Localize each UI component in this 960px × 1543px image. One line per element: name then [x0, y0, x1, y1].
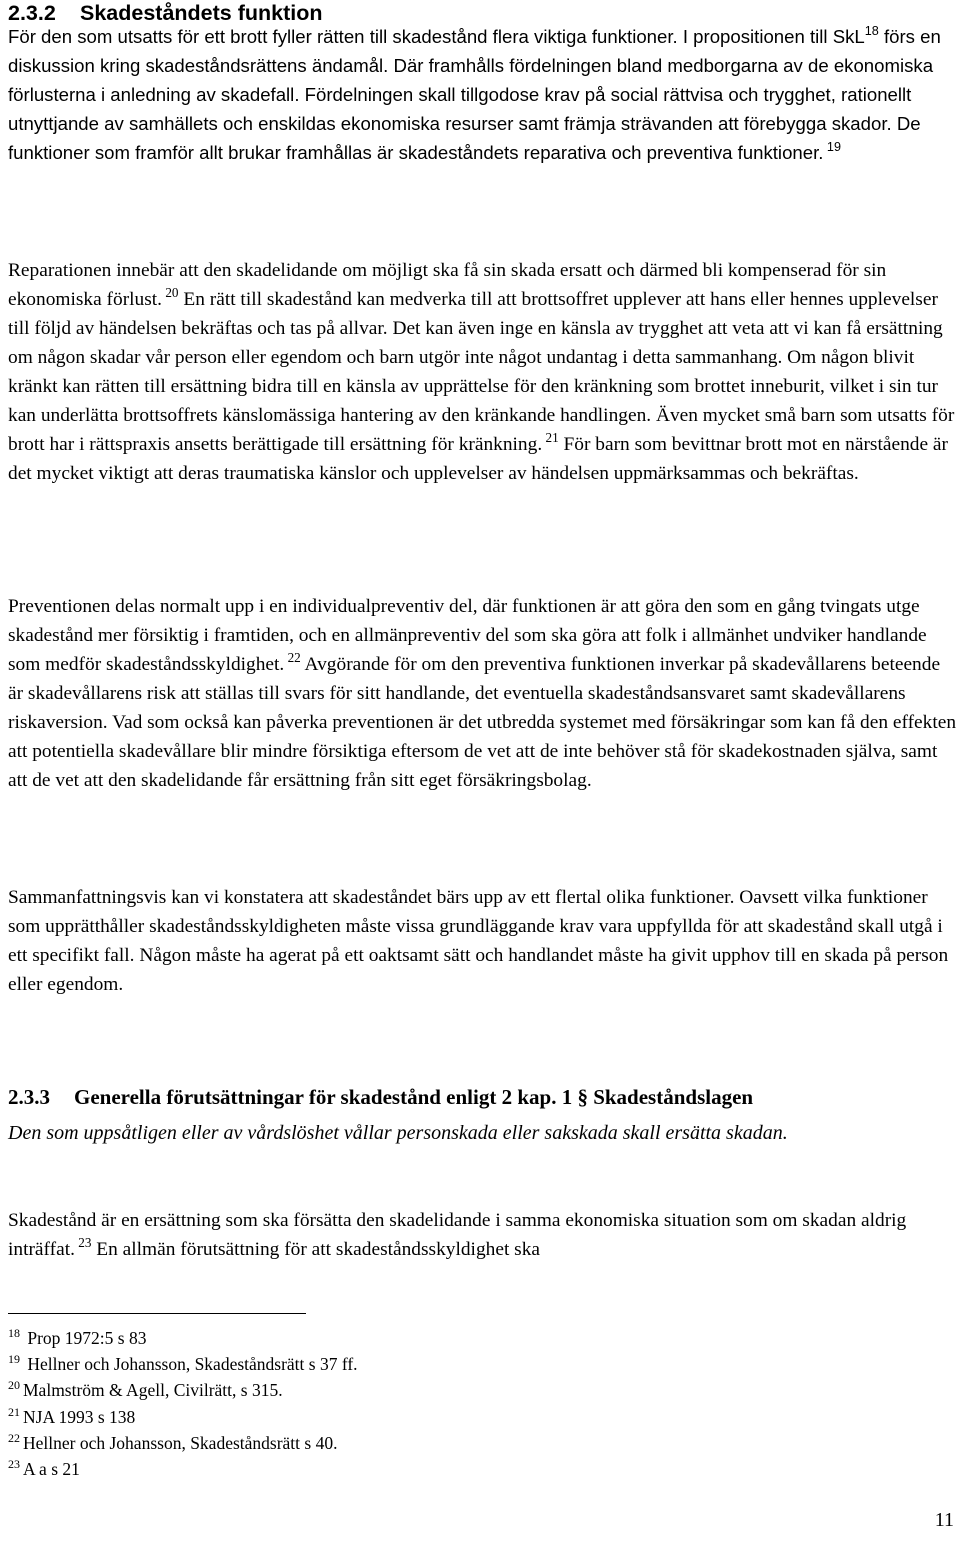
footnote-number: 18 — [8, 1326, 20, 1340]
footnote-20 — [8, 1378, 358, 1404]
law-quote-text: Den som uppsåtligen eller av vårdslöshet vållar personskada eller sakskada skall ersätta skadan. — [8, 1122, 788, 1144]
summary-text: Sammanfattningsvis kan vi konstatera att skadeståndet bärs upp av ett flertal olika funktioner. Oavsett vilka funktioner som upprätthåller skadeståndsskyldigheten måste vissa grundläggande krav vara uppfyllda för att skadestånd skall utgå i ett specifikt fall. Någon måste ha agerat på ett oaktsamt sätt och handlandet måste ha givit upphov till en skada på person eller egendom. — [8, 887, 949, 995]
footnote-19 — [8, 1352, 358, 1378]
prevention-text-2: Avgörande för om den preventiva funktionen inverkar på skadevållarens beteende är skadevållarens risk att ställas till svars för sitt handlande, det eventuella skadeståndsansvaret samt skadevållarens riskaversion. Vad som också kan påverka preventionen är det utbredda systemet med försäkringar som kan få den effekten att potentiella skadevållare blir mindre försiktiga eftersom de vet att de inte behöver stå för skadekostnaden själva, samt att de vet att den skadelidande får ersättning från sitt eget försäkringsbolag. — [8, 654, 957, 791]
last-paragraph — [8, 1206, 958, 1264]
footnote-number: 21 — [8, 1404, 20, 1419]
reparation-text-2: En rätt till skadestånd kan medverka till att brottsoffret upplever att hans eller hennes upplevelser till följd av händelsen bekräftas och tas på allvar. Det kan även inge en känsla av trygghet att veta att vi kan få ersättning om någon skadar vår person eller egendom och barn utgör inte något undantag i detta sammanhang. Om någon blivit kränkt kan rätten till ersättning bidra till en känsla av upprättelse för den kränkning som brottet inneburit, vilket i sin tur kan underlätta brottsoffrets känslomässiga hantering av den kränkande handlingen. Även mycket små barn som utsatts för brott har i rättspraxis ansetts berättigade till ersättning för kränkning. — [8, 289, 955, 455]
reparation-text-1: Reparationen innebär att den skadelidande om möjligt ska få sin skada ersatt och därmed bli kompenserad för sin ekonomiska förlust. — [8, 260, 887, 310]
footnote-23 — [8, 1457, 358, 1483]
footnote-ref-18[interactable]: 18 — [864, 24, 879, 39]
footnote-18 — [8, 1326, 358, 1352]
law-quote — [8, 1119, 958, 1148]
footnote-ref-22[interactable]: 22 — [284, 649, 301, 665]
intro-text-1: För den som utsatts för ett brott fyller rätten till skadestånd flera viktiga funktioner. I propositionen till SkL — [8, 26, 865, 47]
footnote-text: NJA 1993 s 138 — [23, 1406, 136, 1427]
footnote-number: 22 — [8, 1430, 20, 1445]
footnote-number: 20 — [8, 1378, 20, 1393]
last-text-2: En allmän förutsättning för att skadeståndsskyldighet ska — [91, 1239, 541, 1260]
page-number: 11 — [934, 1509, 954, 1531]
subsection-number: 2.3.3 — [8, 1085, 50, 1109]
footnote-21 — [8, 1405, 358, 1431]
footnote-text: Prop 1972:5 s 83 — [23, 1328, 147, 1348]
footnote-text: Hellner och Johansson, Skadeståndsrätt s 37 ff. — [23, 1354, 358, 1375]
subsection-title: Generella förutsättningar för skadestånd enligt 2 kap. 1 § Skadeståndslagen — [74, 1085, 754, 1109]
reparation-text-3: För barn som bevittnar brott mot en närstående är det mycket viktigt att deras traumatiska känslor och upplevelser av händelsen uppmärksammas och bekräftas. — [8, 434, 948, 484]
footnote-ref-23[interactable]: 23 — [74, 1234, 92, 1250]
summary-paragraph — [8, 883, 958, 999]
subsection-heading — [8, 1083, 753, 1111]
footnote-number: 23 — [8, 1457, 20, 1472]
footnote-list — [8, 1326, 358, 1483]
footnote-ref-21[interactable]: 21 — [542, 429, 559, 445]
footnote-text: A a s 21 — [23, 1459, 80, 1480]
reparation-paragraph — [8, 256, 958, 488]
last-text-1: Skadestånd är en ersättning som ska försätta den skadelidande i samma ekonomiska situation som om skadan aldrig inträffat. — [8, 1210, 907, 1260]
footnote-text: Malmström & Agell, Civilrätt, s 315. — [23, 1380, 283, 1401]
prevention-text-1: Preventionen delas normalt upp i en individualpreventiv del, där funktionen är att göra den som en gång tvingats utge skadestånd mer försiktig i framtiden, och en allmänpreventiv del som ska göra att folk i allmänhet undviker handlande som medför skadeståndsskyldighet. — [8, 596, 927, 675]
intro-paragraph — [8, 22, 958, 167]
footnote-text: Hellner och Johansson, Skadeståndsrätt s 40. — [23, 1432, 338, 1453]
footnote-divider — [8, 1313, 306, 1314]
section-number: 2.3.2 — [8, 1, 56, 25]
prevention-paragraph — [8, 592, 958, 795]
footnote-number: 19 — [8, 1352, 20, 1367]
footnote-22 — [8, 1431, 358, 1457]
section-title: Skadeståndets funktion — [80, 1, 323, 25]
footnote-ref-19[interactable]: 19 — [823, 140, 841, 155]
footnote-ref-20[interactable]: 20 — [162, 284, 179, 300]
intro-text-2: förs en diskussion kring skadeståndsrättens ändamål. Där framhålls fördelningen bland medborgarna av de ekonomiska förlusterna i anledning av skadefall. Fördelningen skall tillgodose krav på social rättvisa och trygghet, rationellt utnyttjande av samhällets och enskildas ekonomiska resurser samt främja strävanden att förebygga skador. De funktioner som framför allt brukar framhållas är skadeståndets reparativa och preventiva funktioner. — [8, 26, 941, 163]
